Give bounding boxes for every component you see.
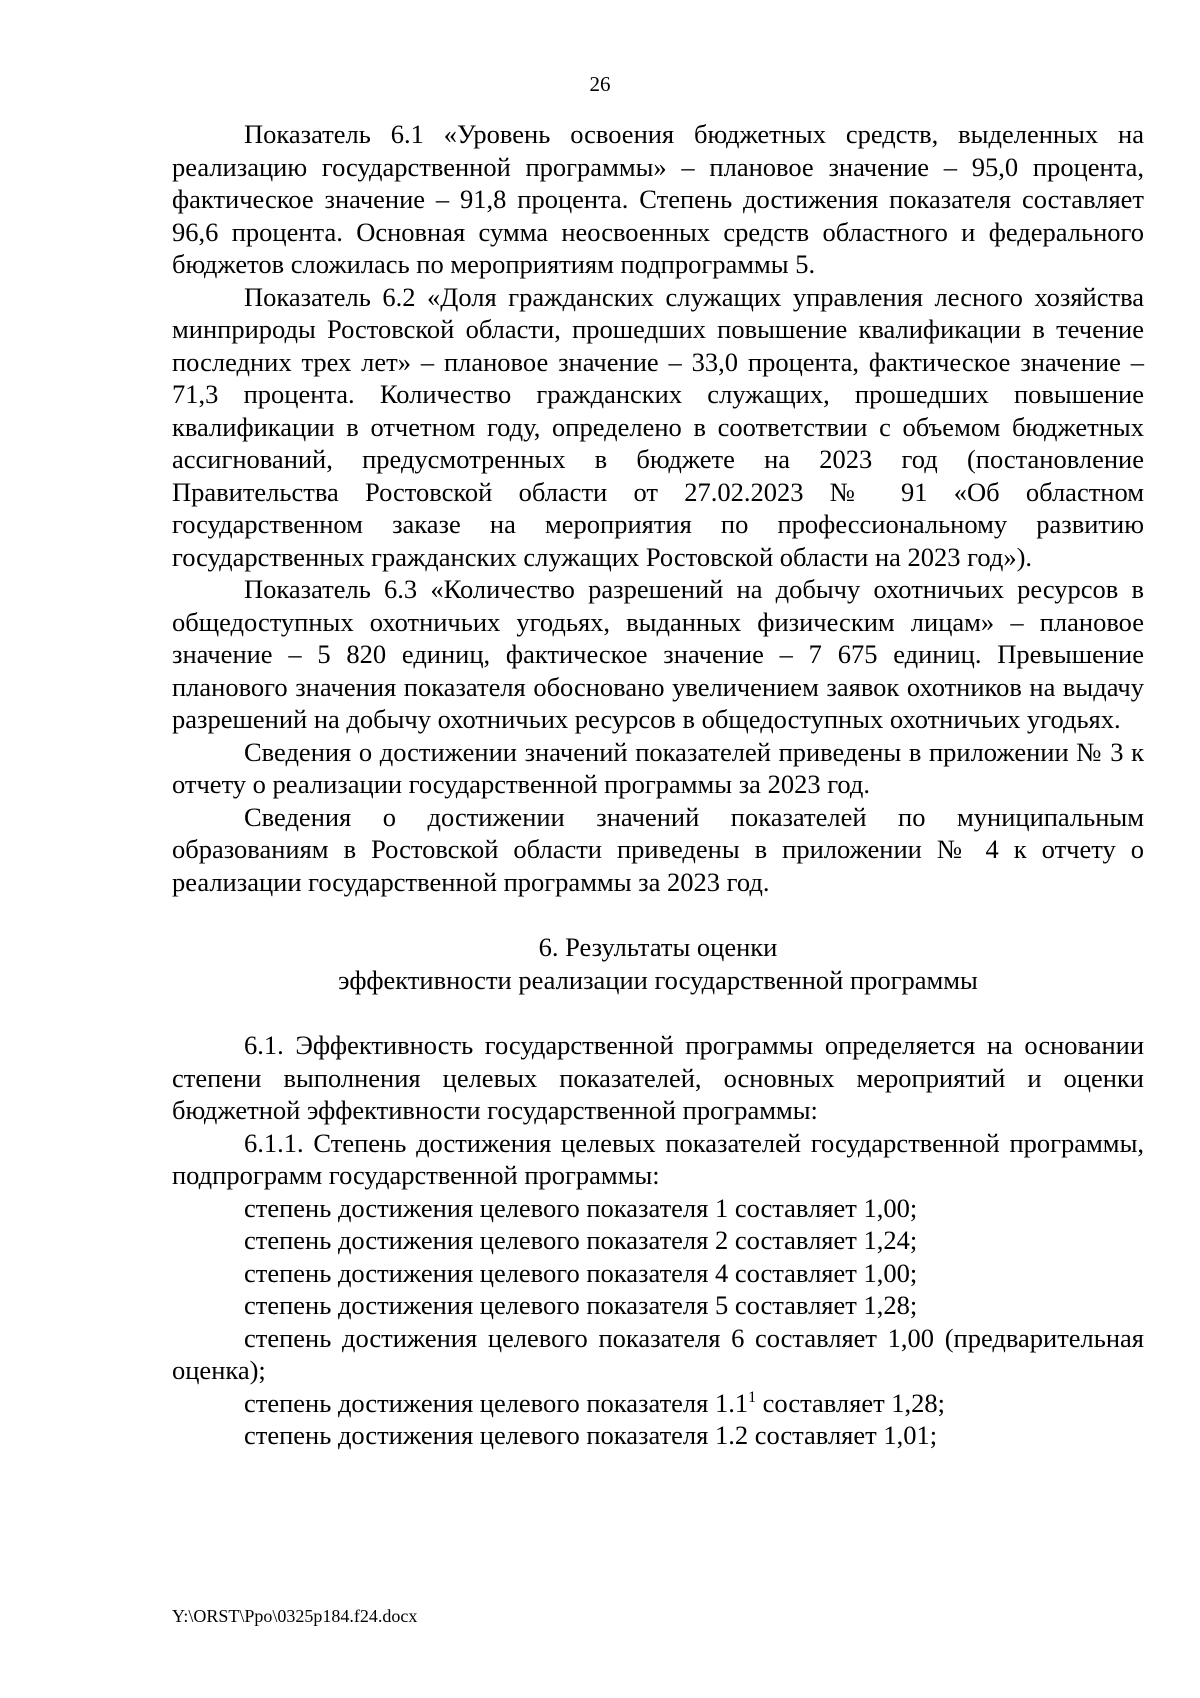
- indicator-1-1-value: составляет 1,28;: [756, 1387, 946, 1418]
- list-item-indicator-1-1: [172, 1387, 1144, 1420]
- paragraph-indicator-6-2: Показатель 6.2 «Доля гражданских служащих управления лесного хозяйства минприроды Ростовской области, прошедших повышение квалификации в течение последних трех лет» – плановое значение – 33,0 процента, фактическое значение – 71,3 процента. Количество гражданских служащих, прошедших повышение квалификации в отчетном году, определено в соответствии с объемом бюджетных ассигнований, предусмотренных в бюджете на 2023 год (постановление Правительства Ростовской области от 27.02.2023 № 91 «Об областном государственном заказе на мероприятия по профессиональному развитию государственных гражданских служащих Ростовской области на 2023 год»).: [172, 281, 1144, 572]
- list-item-indicator-1: степень достижения целевого показателя 1 составляет 1,00;: [244, 1192, 918, 1223]
- page-number: 26: [589, 72, 611, 96]
- paragraph-indicator-6-3: Показатель 6.3 «Количество разрешений на добычу охотничьих ресурсов в общедоступных охотничьих угодьях, выданных физическим лицам» – плановое значение – 5 820 единиц, фактическое значение – 7 675 единиц. Превышение планового значения показателя обосновано увеличением заявок охотников на выдачу разрешений на добычу охотничьих ресурсов в общедоступных охотничьих угодьях.: [172, 574, 1144, 734]
- paragraph-indicator-6-1: Показатель 6.1 «Уровень освоения бюджетных средств, выделенных на реализацию государственной программы» – плановое значение – 95,0 процента, фактическое значение – 91,8 процента. Степень достижения показателя составляет 96,6 процента. Основная сумма неосвоенных средств областного и федерального бюджетов сложилась по мероприятиям подпрограммы 5.: [172, 119, 1144, 279]
- paragraph-6-1: 6.1. Эффективность государственной программы определяется на основании степени выполнения целевых показателей, основных мероприятий и оценки бюджетной эффективности государственной программы:: [172, 1030, 1144, 1125]
- section-heading-line-2: эффективности реализации государственной программы: [338, 964, 978, 995]
- paragraph-6-1-1: 6.1.1. Степень достижения целевых показателей государственной программы, подпрограмм государственной программы:: [172, 1127, 1144, 1190]
- section-heading-line-1: 6. Результаты оценки: [538, 932, 778, 962]
- footer-file-path: Y:\ORST\Ppo\0325p184.f24.docx: [172, 1606, 418, 1626]
- list-item-indicator-6: степень достижения целевого показателя 6 составляет 1,00 (предварительная оценка);: [172, 1322, 1144, 1385]
- paragraph-appendix-4: Сведения о достижении значений показателей по муниципальным образованиям в Ростовской области приведены в приложении № 4 к отчету о реализации государственной программы за 2023 год.: [172, 801, 1144, 897]
- list-item-indicator-4: степень достижения целевого показателя 4 составляет 1,00;: [244, 1257, 918, 1288]
- paragraph-appendix-3: Сведения о достижении значений показателей приведены в приложении № 3 к отчету о реализации государственной программы за 2023 год.: [172, 736, 1144, 799]
- list-item-indicator-5: степень достижения целевого показателя 5 составляет 1,28;: [244, 1290, 918, 1320]
- footnote-marker: 1: [748, 1388, 757, 1406]
- indicator-1-1-text: степень достижения целевого показателя 1.1: [244, 1387, 749, 1418]
- list-item-indicator-2: степень достижения целевого показателя 2 составляет 1,24;: [244, 1225, 918, 1255]
- list-item-indicator-1-2: степень достижения целевого показателя 1.2 составляет 1,01;: [244, 1420, 938, 1450]
- document-body: [172, 118, 1144, 1452]
- section-heading: [172, 931, 1144, 996]
